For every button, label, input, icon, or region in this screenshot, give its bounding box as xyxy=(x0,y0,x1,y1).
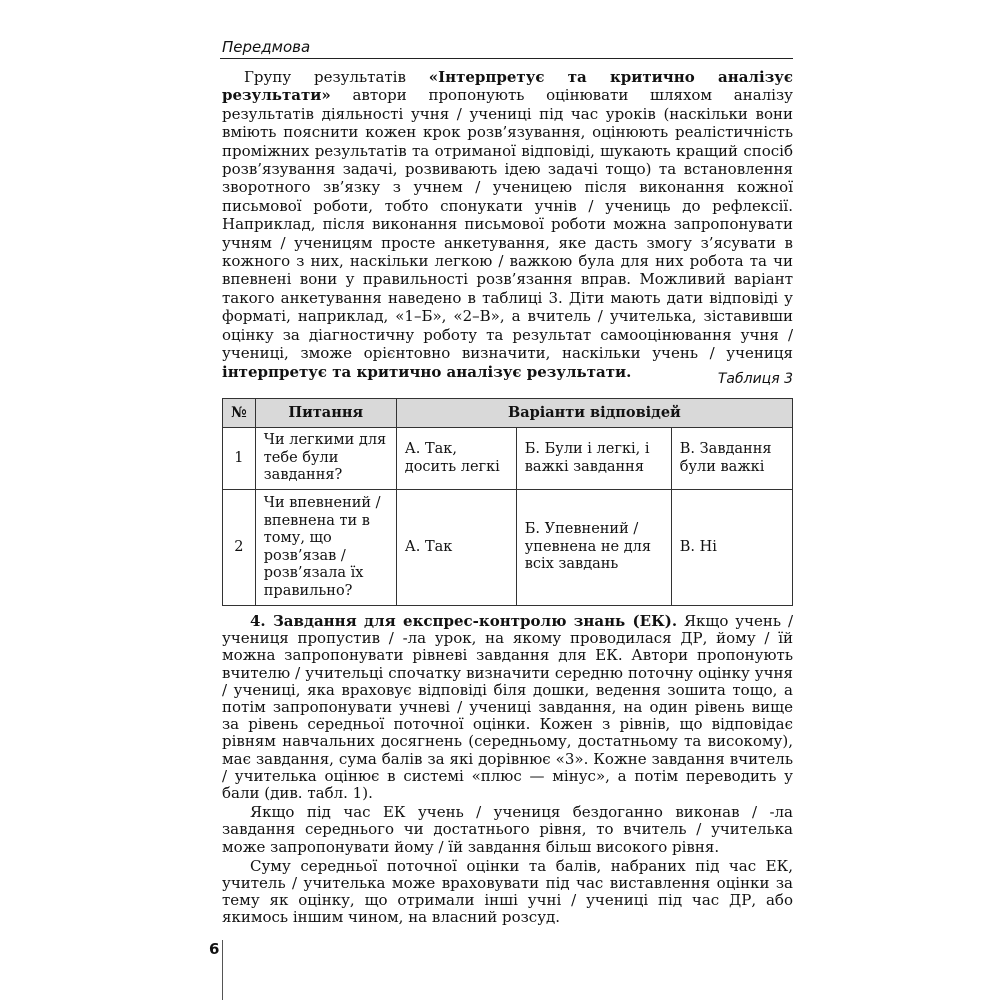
section-4-text-part: Якщо учень / учениця пропустив / -ла урок, на якому проводилася ДР, йому / їй можна запропонувати рівневі завдання для ЕК. Автори пропонують вчителю / учительці спочатку визначити середню поточну оцінку учня / учениці, яка враховує відповіді біля дошки, ведення зошита тощо, а потім запропонувати учневі / учениці завдання, на один рівень вище за рівень середньої поточної оцінки. Кожен з рівнів, що відповідає рівням навчальних досягнень (середньому, достатньому та високому), має завдання, сума балів за які дорівнює «3». Кожне завдання вчитель / учителька оцінює в системі «плюс — мінус», а потім переводить у бали (див. табл. 1). xyxy=(222,612,793,803)
answer-a: А. Так xyxy=(396,490,516,606)
answer-b: Б. Були і легкі, і важкі завдання xyxy=(516,428,671,490)
header-answers: Варіанти відповідей xyxy=(396,399,792,428)
intro-bold-term: «Інтерпретує та критично аналізує результати» xyxy=(222,68,794,105)
intro-text-part: Групу результатів xyxy=(244,68,429,86)
row-question: Чи легкими для тебе були завдання? xyxy=(255,428,396,490)
margin-rule xyxy=(222,940,223,1000)
survey-table xyxy=(222,398,793,606)
header-rule xyxy=(220,58,793,59)
section-4-heading: 4. Завдання для експрес-контролю знань (ЕК). xyxy=(250,612,678,630)
row-num: 1 xyxy=(223,428,256,490)
intro-paragraph xyxy=(222,68,793,381)
header-num: № xyxy=(223,399,256,428)
answer-c: В. Ні xyxy=(671,490,792,606)
section-4-paragraph: Якщо під час ЕК учень / учениця бездоганно виконав / -ла завдання середнього чи достатнього рівня, то вчитель / учителька може запропонувати йому / їй завдання більш високого рівня. xyxy=(222,803,793,856)
header-question: Питання xyxy=(255,399,396,428)
intro-text xyxy=(222,68,793,381)
table-row xyxy=(223,490,793,606)
section-4-text xyxy=(222,613,793,927)
table-header-row xyxy=(223,399,793,428)
answer-a: А. Так, досить легкі xyxy=(396,428,516,490)
table-row xyxy=(223,428,793,490)
intro-bold-term: інтерпретує та критично аналізує результати. xyxy=(222,362,632,381)
row-question: Чи впевнений / впевнена ти в тому, що розв’язав / розв’язала їх правильно? xyxy=(255,490,396,606)
page-number: 6 xyxy=(209,940,220,958)
section-4-paragraph xyxy=(222,613,793,802)
section-4-paragraph: Суму середньої поточної оцінки та балів, набраних під час ЕК, учитель / учителька може враховувати під час виставлення оцінки за тему як оцінку, що отримали інші учні / учениці під час ДР, або якимось іншим чином, на власний розсуд. xyxy=(222,856,793,927)
intro-text-part: автори пропонують оцінювати шляхом аналізу результатів діяльності учня / учениці під час уроків (наскільки вони вміють пояснити кожен крок розв’язування, оцінюють реалістичність проміжних результатів та отриманої відповіді, шукають кращий спосіб розв’язування задачі, розвивають ідею задачі тощо) та встановлення зворотного зв’язку з учнем / ученицею після виконання кожної письмової роботи, тобто спонукати учнів / учениць до рефлексії. Наприклад, після виконання письмової роботи можна запропонувати учням / ученицям просте анкетування, яке дасть змогу з’ясувати в кожного з них, наскільки легкою / важкою була для них робота та чи впевнені вони у правильності розв’язання вправ. Можливий варіант такого анкетування наведено в таблиці 3. Діти мають дати відповіді у форматі, наприклад, «1–Б», «2–В», а вчитель / учителька, зіставивши оцінку за діагностичну роботу та результат самооцінювання учня / учениці, зможе орієнтовно визначити, наскільки учень / учениця xyxy=(222,86,793,363)
table-caption: Таблиця 3 xyxy=(717,371,793,387)
answer-b: Б. Упевнений / упевнена не для всіх завдань xyxy=(516,490,671,606)
running-title: Передмова xyxy=(222,38,311,56)
answer-c: В. Завдання були важкі xyxy=(671,428,792,490)
row-num: 2 xyxy=(223,490,256,606)
